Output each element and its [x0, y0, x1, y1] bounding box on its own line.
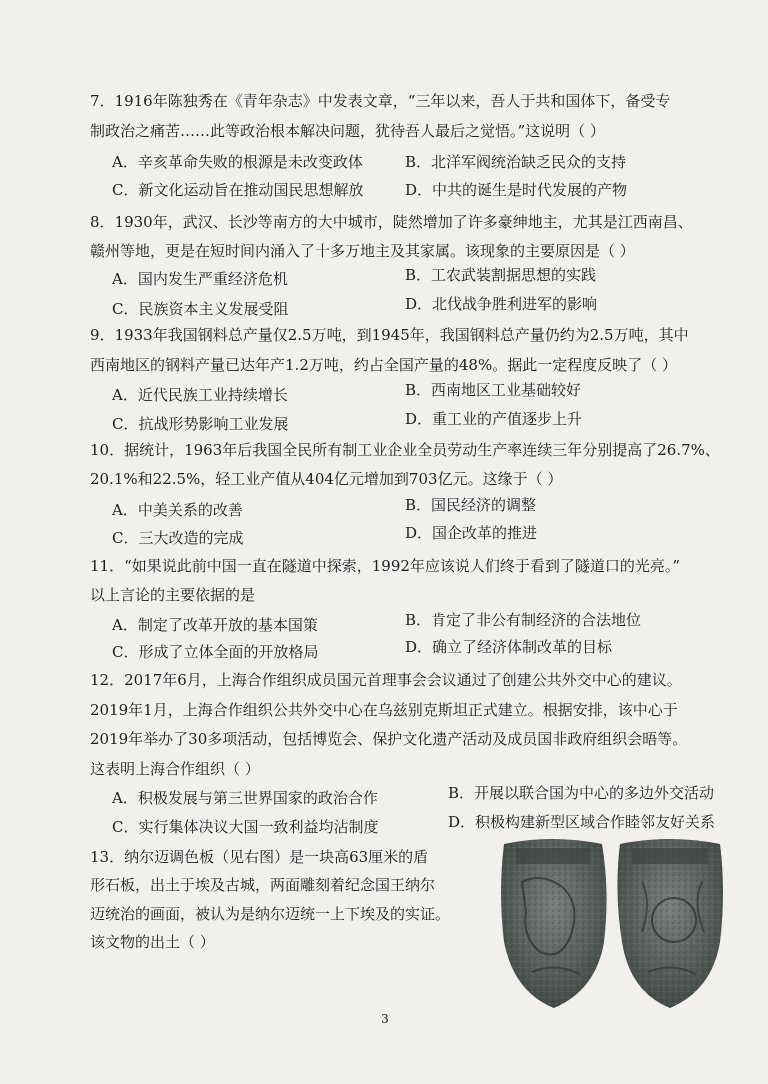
q10-stem-line-1: 10．据统计，1963年后我国全民所有制工业企业全员劳动生产率连续三年分别提高了26.7%、: [90, 441, 720, 459]
q11-stem-line-1: 11．“如果说此前中国一直在隧道中探索，1992年应该说人们终于看到了隧道口的光亮。”: [90, 557, 681, 575]
q13-stem-line-3: 迈统治的画面，被认为是纳尔迈统一上下埃及的实证。: [90, 905, 451, 923]
page-number: 3: [381, 1012, 389, 1026]
q7-stem-line-1: 7．1916年陈独秀在《青年杂志》中发表文章，“三年以来，吾人于共和国体下，备受专: [90, 92, 671, 110]
q8-option-b: B．工农武装割据思想的实践: [405, 266, 597, 284]
q10-stem-line-2: 20.1%和22.5%，轻工业产值从404亿元增加到703亿元。这缘于（ ）: [90, 470, 563, 488]
q12-option-a: A．积极发展与第三世界国家的政治合作: [112, 789, 378, 807]
q7-option-d: D．中共的诞生是时代发展的产物: [405, 181, 628, 199]
q12-stem-line-1: 12．2017年6月，上海合作组织成员国元首理事会会议通过了创建公共外交中心的建议。: [90, 671, 682, 689]
q13-stem-line-2: 形石板，出土于埃及古城，两面雕刻着纪念国王纳尔: [90, 876, 436, 894]
q9-option-d: D．重工业的产值逐步上升: [405, 410, 583, 428]
q9-option-b: B．西南地区工业基础较好: [405, 381, 582, 399]
q8-option-d: D．北伐战争胜利进军的影响: [405, 295, 598, 313]
palette-front-face: [501, 839, 607, 1008]
q8-stem-line-2: 赣州等地，更是在短时间内涌入了十多万地主及其家属。该现象的主要原因是（ ）: [90, 242, 635, 260]
q11-stem-line-2: 以上言论的主要依据的是: [90, 586, 256, 604]
q10-option-d: D．国企改革的推进: [405, 524, 538, 542]
q11-option-c: C．形成了立体全面的开放格局: [112, 643, 319, 661]
q12-option-c: C．实行集体决议大国一致利益均沾制度: [112, 818, 379, 836]
narmer-palette-figure: [492, 832, 730, 1014]
q11-option-b: B．肯定了非公有制经济的合法地位: [405, 611, 642, 629]
q12-stem-line-2: 2019年1月，上海合作组织公共外交中心在乌兹别克斯坦正式建立。根据安排，该中心于: [90, 701, 678, 719]
q8-stem-line-1: 8．1930年，武汉、长沙等南方的大中城市，陡然增加了许多豪绅地主，尤其是江西南昌、: [90, 213, 693, 231]
q13-stem-line-4: 该文物的出土（ ）: [90, 933, 215, 951]
q12-option-b: B．开展以联合国为中心的多边外交活动: [448, 784, 715, 802]
q12-stem-line-3: 2019年举办了30多项活动，包括博览会、保护文化遗产活动及成员国非政府组织会晤等。: [90, 730, 688, 748]
palette-back-face: [617, 839, 723, 1008]
q7-stem-line-2: 制政治之痛苦……此等政治根本解决问题，犹待吾人最后之觉悟。”这说明（ ）: [90, 122, 605, 140]
q11-option-d: D．确立了经济体制改革的目标: [405, 638, 613, 656]
q11-option-a: A．制定了改革开放的基本国策: [112, 616, 318, 634]
q9-stem-line-1: 9．1933年我国钢料总产量仅2.5万吨，到1945年，我国钢料总产量仍约为2.5万吨，其中: [90, 326, 689, 344]
q7-option-b: B．北洋军阀统治缺乏民众的支持: [405, 153, 627, 171]
q13-stem-line-1: 13．纳尔迈调色板（见右图）是一块高63厘米的盾: [90, 848, 429, 866]
q7-option-c: C．新文化运动旨在推动国民思想解放: [112, 181, 364, 199]
q9-stem-line-2: 西南地区的钢料产量已达年产1.2万吨，约占全国产量的48%。据此一定程度反映了（ ）: [90, 356, 677, 374]
q12-option-d: D．积极构建新型区域合作睦邻友好关系: [448, 813, 716, 831]
q7-option-a: A．辛亥革命失败的根源是未改变政体: [112, 153, 363, 171]
q8-option-a: A．国内发生严重经济危机: [112, 270, 288, 288]
q12-stem-line-4: 这表明上海合作组织（ ）: [90, 760, 260, 778]
q10-option-b: B．国民经济的调整: [405, 496, 537, 514]
q10-option-c: C．三大改造的完成: [112, 529, 244, 547]
q9-option-c: C．抗战形势影响工业发展: [112, 415, 289, 433]
q10-option-a: A．中美关系的改善: [112, 501, 243, 519]
q8-option-c: C．民族资本主义发展受阻: [112, 300, 289, 318]
q9-option-a: A．近代民族工业持续增长: [112, 386, 288, 404]
